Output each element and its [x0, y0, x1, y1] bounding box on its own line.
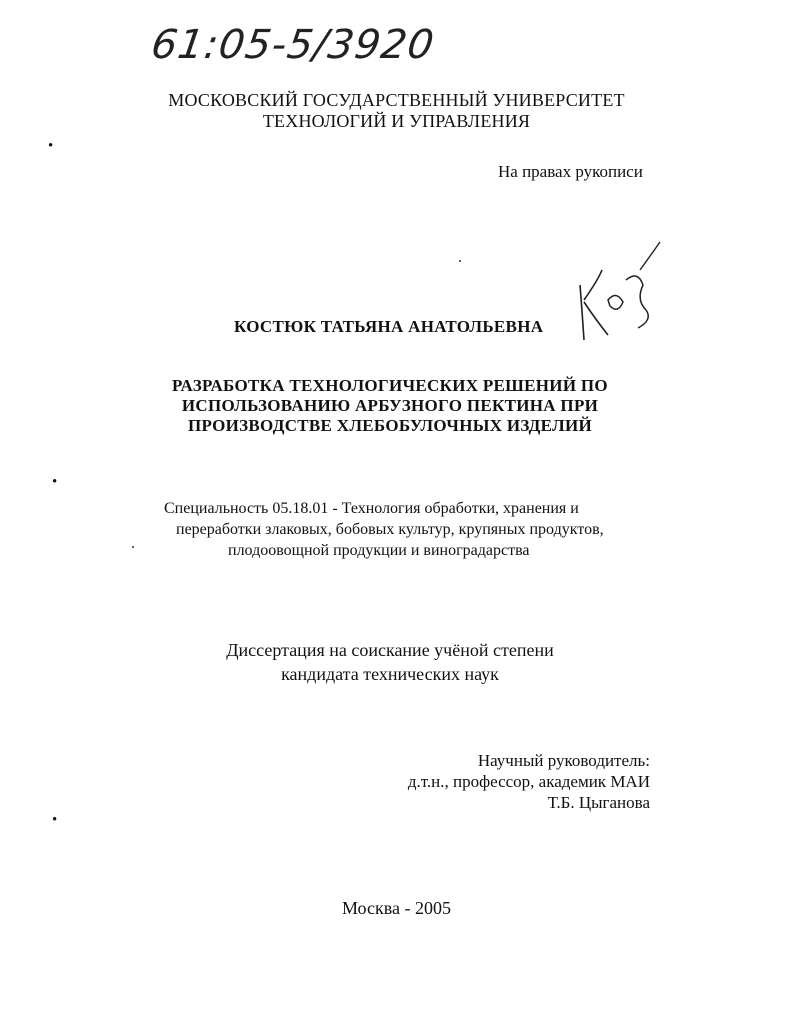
margin-mark-3: • — [52, 812, 58, 828]
archive-number: 61:05-5/3920 — [148, 22, 438, 68]
advisor-label: Научный руководитель: — [477, 751, 650, 770]
title-line-1: РАЗРАБОТКА ТЕХНОЛОГИЧЕСКИХ РЕШЕНИЙ ПО — [172, 376, 608, 395]
speck — [132, 546, 134, 548]
specialty-line-1: Специальность 05.18.01 - Технология обработки, хранения и — [164, 500, 579, 517]
advisor-block — [398, 750, 650, 813]
university-name — [0, 90, 793, 132]
advisor-credentials: д.т.н., профессор, академик МАИ — [407, 772, 650, 791]
university-line-1: МОСКОВСКИЙ ГОСУДАРСТВЕННЫЙ УНИВЕРСИТЕТ — [168, 90, 625, 110]
city-year: Москва - 2005 — [342, 898, 451, 918]
advisor-name: Т.Б. Цыганова — [547, 793, 650, 812]
degree-line-2: кандидата технических наук — [281, 664, 499, 684]
rights-note: На правах рукописи — [498, 162, 643, 181]
title-line-3: ПРОИЗВОДСТВЕ ХЛЕБОБУЛОЧНЫХ ИЗДЕЛИЙ — [187, 416, 593, 435]
degree-line-1: Диссертация на соискание учёной степени — [226, 640, 554, 660]
speck — [459, 260, 461, 262]
specialty-line-3: плодоовощной продукции и виноградарства — [228, 542, 530, 559]
margin-mark-1: • — [48, 138, 54, 154]
signature — [568, 240, 668, 350]
specialty-line-2: переработки злаковых, бобовых культур, крупяных продуктов, — [176, 521, 604, 538]
university-line-2: ТЕХНОЛОГИЙ И УПРАВЛЕНИЯ — [262, 111, 531, 131]
title-line-2: ИСПОЛЬЗОВАНИЮ АРБУЗНОГО ПЕКТИНА ПРИ — [181, 396, 599, 415]
dissertation-title — [120, 376, 660, 436]
margin-mark-2: • — [52, 474, 58, 490]
author-name: КОСТЮК ТАТЬЯНА АНАТОЛЬЕВНА — [234, 317, 544, 336]
specialty-block — [164, 498, 604, 561]
dissertation-degree — [180, 638, 600, 686]
